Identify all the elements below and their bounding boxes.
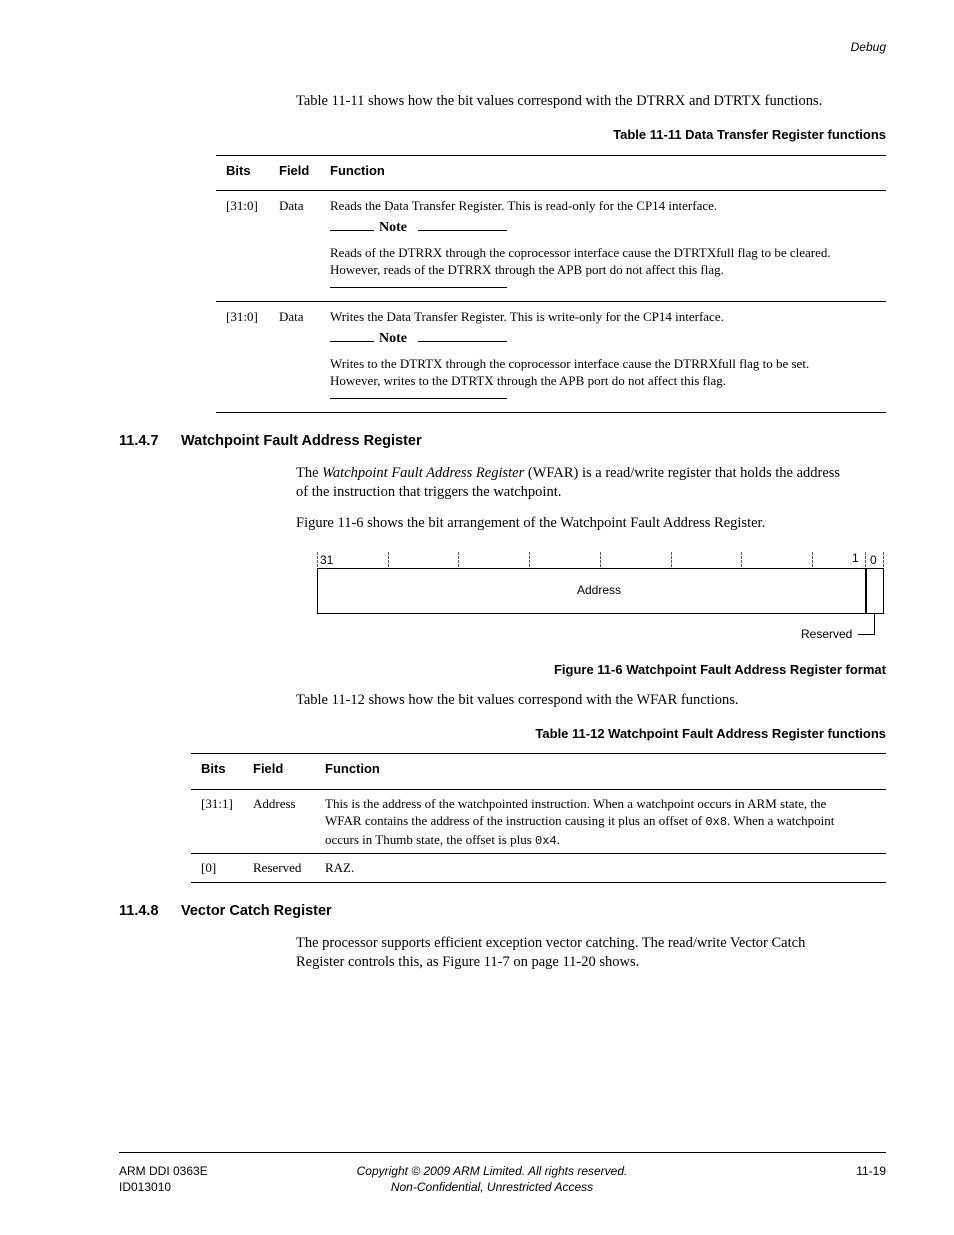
cell-bits: [31:0] xyxy=(226,198,258,213)
doc-id: ARM DDI 0363E xyxy=(119,1164,208,1178)
reserved-leader-horizontal xyxy=(858,634,875,635)
code-span: 0x8 xyxy=(705,815,728,829)
text-span: The xyxy=(296,465,323,481)
text-span: (WFAR) is a read/write register that holds the address xyxy=(524,465,841,481)
table-row-rule xyxy=(216,301,886,302)
table-11-11-caption: Table 11-11 Data Transfer Register functions xyxy=(613,127,886,142)
table-11-12-caption: Table 11-12 Watchpoint Fault Address Register functions xyxy=(535,726,886,741)
section-title: Vector Catch Register xyxy=(181,903,332,919)
table-header-rule xyxy=(216,190,886,191)
wfar-description xyxy=(296,464,896,502)
table-bottom-rule xyxy=(216,412,886,413)
copyright-text: Copyright © 2009 ARM Limited. All rights reserved. xyxy=(356,1164,628,1178)
reserved-leader-vertical xyxy=(874,613,875,635)
table-header-rule xyxy=(191,789,886,790)
access-text: Non-Confidential, Unrestricted Access xyxy=(390,1180,594,1194)
figure-11-6-intro: Figure 11-6 shows the bit arrangement of the Watchpoint Fault Address Register. xyxy=(296,515,766,531)
column-header-bits: Bits xyxy=(201,761,226,776)
term-emphasis: Watchpoint Fault Address Register xyxy=(322,465,525,481)
footer-copyright xyxy=(302,1163,682,1195)
address-field-label: Address xyxy=(577,583,622,597)
cell-bits: [31:1] xyxy=(201,796,233,811)
note-text-line: However, reads of the DTRRX through the APB port do not affect this flag. xyxy=(330,262,724,277)
text-span: of the instruction that triggers the watchpoint. xyxy=(296,484,562,500)
bit-tick xyxy=(600,552,601,567)
bit-tick xyxy=(458,552,459,567)
table-top-rule xyxy=(216,155,886,156)
note-rule-right xyxy=(418,230,507,231)
table-11-12-intro: Table 11-12 shows how the bit values correspond with the WFAR functions. xyxy=(296,692,739,708)
cell-function xyxy=(325,795,880,850)
bit-tick xyxy=(529,552,530,567)
bit-tick xyxy=(865,552,866,567)
text-span: . xyxy=(556,832,560,847)
section-number: 11.4.7 xyxy=(119,433,159,449)
note-rule-bottom xyxy=(330,287,507,288)
bit-tick xyxy=(388,552,389,567)
table-top-rule xyxy=(191,753,886,754)
note-label: Note xyxy=(379,220,407,235)
note-text-line: Writes to the DTRTX through the coprocessor interface cause the DTRRXfull flag to be set. xyxy=(330,356,810,371)
text-span: This is the address of the watchpointed instruction. When a watchpoint occurs in ARM state, the xyxy=(325,796,827,811)
footer-rule xyxy=(119,1152,886,1153)
table-bottom-rule xyxy=(191,882,886,883)
column-header-function: Function xyxy=(325,761,380,776)
cell-field: Data xyxy=(279,198,304,213)
cell-field: Reserved xyxy=(253,860,302,875)
column-header-function: Function xyxy=(330,163,385,178)
cell-function: Writes the Data Transfer Register. This is write-only for the CP14 interface. xyxy=(330,309,724,324)
page-number: 11-19 xyxy=(856,1164,886,1178)
bit-label-1: 1 xyxy=(852,551,859,565)
bit-tick xyxy=(883,552,884,567)
note-rule-right xyxy=(418,341,507,342)
column-header-field: Field xyxy=(279,163,310,178)
note-rule-bottom xyxy=(330,398,507,399)
column-header-bits: Bits xyxy=(226,163,251,178)
cell-function: RAZ. xyxy=(325,860,355,875)
bit-tick xyxy=(317,552,318,567)
running-header: Debug xyxy=(850,40,886,54)
bit-tick xyxy=(671,552,672,567)
issue-id: ID013010 xyxy=(119,1180,172,1194)
table-11-11-intro: Table 11-11 shows how the bit values correspond with the DTRRX and DTRTX functions. xyxy=(296,93,823,109)
note-rule-left xyxy=(330,341,374,342)
text-span: . When a watchpoint xyxy=(727,813,835,828)
section-title: Watchpoint Fault Address Register xyxy=(181,433,422,449)
note-text-line: However, writes to the DTRTX through the APB port do not affect this flag. xyxy=(330,373,726,388)
cell-bits: [0] xyxy=(201,860,217,875)
column-header-field: Field xyxy=(253,761,284,776)
section-number: 11.4.8 xyxy=(119,903,159,919)
bit-label-0: 0 xyxy=(870,553,877,567)
vector-catch-description xyxy=(296,934,896,972)
text-span: The processor supports efficient exception vector catching. The read/write Vector Catch xyxy=(296,935,806,951)
text-span: occurs in Thumb state, the offset is plus xyxy=(325,832,536,847)
bit-tick xyxy=(741,552,742,567)
reserved-callout-label: Reserved xyxy=(801,627,853,641)
figure-11-6-caption: Figure 11-6 Watchpoint Fault Address Register format xyxy=(553,662,886,677)
note-label: Note xyxy=(379,331,407,346)
cell-function: Reads the Data Transfer Register. This is read-only for the CP14 interface. xyxy=(330,198,718,213)
text-span: WFAR contains the address of the instruction causing it plus an offset of xyxy=(325,813,706,828)
bit-tick xyxy=(812,552,813,567)
note-rule-left xyxy=(330,230,374,231)
bit-label-31: 31 xyxy=(320,553,334,567)
cell-field: Data xyxy=(279,309,304,324)
section-heading-11-4-7 xyxy=(119,433,422,449)
cell-field: Address xyxy=(253,796,296,811)
section-heading-11-4-8 xyxy=(119,903,332,919)
note-text-line: Reads of the DTRRX through the coprocessor interface cause the DTRTXfull flag to be cleared. xyxy=(330,245,831,260)
text-span: Register controls this, as Figure 11-7 on page 11-20 shows. xyxy=(296,954,640,970)
code-span: 0x4 xyxy=(535,834,557,848)
cell-bits: [31:0] xyxy=(226,309,258,324)
table-row-rule xyxy=(191,853,886,854)
reserved-field-box xyxy=(865,568,884,614)
footer-doc-ids xyxy=(119,1163,208,1195)
